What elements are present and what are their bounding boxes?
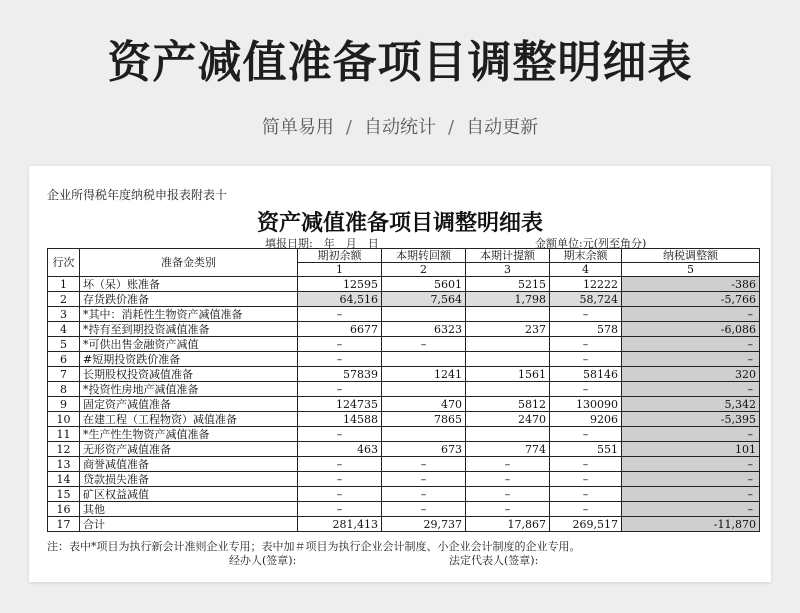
adjustment-cell[interactable]: – xyxy=(622,427,760,442)
adjustment-cell[interactable]: -5,395 xyxy=(622,412,760,427)
reversal-cell[interactable]: 5601 xyxy=(382,277,466,292)
document-title: 资产减值准备项目调整明细表 xyxy=(256,210,543,236)
banner-features xyxy=(0,113,800,139)
opening-cell[interactable]: – xyxy=(298,382,382,397)
feature-easy: 简单易用 xyxy=(261,117,334,138)
opening-cell[interactable]: – xyxy=(298,487,382,502)
reversal-cell[interactable]: 470 xyxy=(382,397,466,412)
closing-cell[interactable]: 551 xyxy=(550,442,622,457)
provision-cell[interactable]: 17,867 xyxy=(466,517,550,532)
appendix-label: 企业所得税年度纳税申报表附表十 xyxy=(47,188,228,202)
row-number-cell[interactable]: 4 xyxy=(48,322,80,337)
row-number-cell[interactable]: 2 xyxy=(48,292,80,307)
reversal-cell[interactable]: – xyxy=(382,487,466,502)
row-number-cell[interactable]: 6 xyxy=(48,352,80,367)
row-number-cell[interactable]: 14 xyxy=(48,472,80,487)
col-number: 3 xyxy=(466,263,550,277)
closing-cell[interactable]: 9206 xyxy=(550,412,622,427)
provision-cell[interactable]: – xyxy=(466,487,550,502)
table-row xyxy=(48,277,760,292)
feature-auto-stats: 自动统计 xyxy=(364,117,436,138)
row-number-cell[interactable]: 11 xyxy=(48,427,80,442)
adjustment-cell[interactable]: – xyxy=(622,352,760,367)
header-category: 准备金类别 xyxy=(80,249,298,277)
table-row xyxy=(48,322,760,337)
col-number: 1 xyxy=(298,263,382,277)
provision-cell[interactable]: 774 xyxy=(466,442,550,457)
category-cell[interactable]: 坏（呆）账准备 xyxy=(80,277,298,292)
category-cell[interactable]: *可供出售金融资产减值 xyxy=(80,337,298,352)
provision-cell[interactable]: 5812 xyxy=(466,397,550,412)
header-row-no: 行次 xyxy=(48,249,80,277)
row-number-cell[interactable]: 17 xyxy=(48,517,80,532)
header-adjustment: 纳税调整额 xyxy=(622,249,760,263)
provision-cell[interactable]: 5215 xyxy=(466,277,550,292)
reversal-cell[interactable] xyxy=(382,307,466,322)
closing-cell[interactable]: – xyxy=(550,487,622,502)
legal-rep-signature-label: 法定代表人(签章): xyxy=(449,554,539,567)
closing-cell[interactable]: – xyxy=(550,352,622,367)
row-number-cell[interactable]: 13 xyxy=(48,457,80,472)
provision-cell[interactable] xyxy=(466,352,550,367)
opening-cell[interactable]: 12595 xyxy=(298,277,382,292)
col-number: 2 xyxy=(382,263,466,277)
reversal-cell[interactable]: 7,564 xyxy=(382,292,466,307)
closing-cell[interactable]: – xyxy=(550,472,622,487)
banner-title: 资产减值准备项目调整明细表 xyxy=(107,37,693,88)
header-provision: 本期计提额 xyxy=(466,249,550,263)
opening-cell[interactable]: – xyxy=(298,472,382,487)
closing-cell[interactable]: 12222 xyxy=(550,277,622,292)
row-number-cell[interactable]: 15 xyxy=(48,487,80,502)
row-number-cell[interactable]: 3 xyxy=(48,307,80,322)
closing-cell[interactable]: 58146 xyxy=(550,367,622,382)
closing-cell[interactable]: – xyxy=(550,427,622,442)
table-row xyxy=(48,442,760,457)
reversal-cell[interactable] xyxy=(382,382,466,397)
adjustment-cell[interactable]: 5,342 xyxy=(622,397,760,412)
adjustment-cell[interactable]: 320 xyxy=(622,367,760,382)
table-row xyxy=(48,337,760,352)
reversal-cell[interactable]: – xyxy=(382,502,466,517)
col-number: 4 xyxy=(550,263,622,277)
adjustment-cell[interactable]: – xyxy=(622,337,760,352)
opening-cell[interactable]: – xyxy=(298,502,382,517)
reversal-cell[interactable]: – xyxy=(382,457,466,472)
adjustment-cell[interactable]: -11,870 xyxy=(622,517,760,532)
row-number-cell[interactable]: 16 xyxy=(48,502,80,517)
category-cell[interactable]: 长期股权投资减值准备 xyxy=(80,367,298,382)
adjustment-cell[interactable]: – xyxy=(622,472,760,487)
table-body xyxy=(48,277,760,532)
table-row xyxy=(48,487,760,502)
closing-cell[interactable]: 578 xyxy=(550,322,622,337)
adjustment-table xyxy=(47,248,760,532)
closing-cell[interactable]: 130090 xyxy=(550,397,622,412)
category-cell[interactable]: *其中：消耗性生物资产减值准备 xyxy=(80,307,298,322)
provision-cell[interactable] xyxy=(466,307,550,322)
adjustment-cell[interactable]: 101 xyxy=(622,442,760,457)
opening-cell[interactable]: – xyxy=(298,337,382,352)
category-cell[interactable]: #短期投资跌价准备 xyxy=(80,352,298,367)
reversal-cell[interactable] xyxy=(382,352,466,367)
reversal-cell[interactable]: 673 xyxy=(382,442,466,457)
provision-cell[interactable] xyxy=(466,427,550,442)
closing-cell[interactable]: – xyxy=(550,382,622,397)
reversal-cell[interactable]: – xyxy=(382,472,466,487)
closing-cell[interactable]: 269,517 xyxy=(550,517,622,532)
category-cell[interactable]: 贷款损失准备 xyxy=(80,472,298,487)
header-opening: 期初余额 xyxy=(298,249,382,263)
unit-label: 金额单位:元(列至角分) xyxy=(535,237,647,250)
provision-cell[interactable] xyxy=(466,337,550,352)
row-number-cell[interactable]: 8 xyxy=(48,382,80,397)
category-cell[interactable]: 存货跌价准备 xyxy=(80,292,298,307)
category-cell[interactable]: 合计 xyxy=(80,517,298,532)
category-cell[interactable]: 在建工程（工程物资）减值准备 xyxy=(80,412,298,427)
handler-signature-label: 经办人(签章): xyxy=(229,554,297,567)
closing-cell[interactable]: 58,724 xyxy=(550,292,622,307)
reversal-cell[interactable]: – xyxy=(382,337,466,352)
provision-cell[interactable]: 237 xyxy=(466,322,550,337)
reversal-cell[interactable]: 1241 xyxy=(382,367,466,382)
table-row xyxy=(48,517,760,532)
col-number: 5 xyxy=(622,263,760,277)
feature-auto-update: 自动更新 xyxy=(466,117,539,138)
opening-cell[interactable]: – xyxy=(298,352,382,367)
header-reversal: 本期转回额 xyxy=(382,249,466,263)
adjustment-cell[interactable]: – xyxy=(622,487,760,502)
provision-cell[interactable]: – xyxy=(466,502,550,517)
reversal-cell[interactable] xyxy=(382,427,466,442)
table-row xyxy=(48,457,760,472)
category-cell[interactable]: *持有至到期投资减值准备 xyxy=(80,322,298,337)
provision-cell[interactable]: 1561 xyxy=(466,367,550,382)
feature-separator: / xyxy=(448,117,455,138)
row-number-cell[interactable]: 10 xyxy=(48,412,80,427)
opening-cell[interactable]: 64,516 xyxy=(298,292,382,307)
row-number-cell[interactable]: 5 xyxy=(48,337,80,352)
table-row xyxy=(48,307,760,322)
adjustment-cell[interactable]: – xyxy=(622,457,760,472)
row-number-cell[interactable]: 1 xyxy=(48,277,80,292)
adjustment-cell[interactable]: -5,766 xyxy=(622,292,760,307)
row-number-cell[interactable]: 12 xyxy=(48,442,80,457)
opening-cell[interactable]: – xyxy=(298,457,382,472)
reversal-cell[interactable]: 29,737 xyxy=(382,517,466,532)
opening-cell[interactable]: 14588 xyxy=(298,412,382,427)
table-row xyxy=(48,397,760,412)
provision-cell[interactable] xyxy=(466,382,550,397)
table-row xyxy=(48,367,760,382)
header-closing: 期末余额 xyxy=(550,249,622,263)
row-number-cell[interactable]: 9 xyxy=(48,397,80,412)
adjustment-cell[interactable]: -386 xyxy=(622,277,760,292)
adjustment-cell[interactable]: – xyxy=(622,307,760,322)
footnote: 注：表中*项目为执行新会计准则企业专用；表中加＃项目为执行企业会计制度、小企业会计制度的企业专用。 xyxy=(47,540,581,553)
provision-cell[interactable]: 1,798 xyxy=(466,292,550,307)
fill-date-label: 填报日期: 年 月 日 xyxy=(265,237,379,250)
reversal-cell[interactable]: 7865 xyxy=(382,412,466,427)
table-row xyxy=(48,352,760,367)
closing-cell[interactable]: – xyxy=(550,307,622,322)
opening-cell[interactable]: 124735 xyxy=(298,397,382,412)
table-row xyxy=(48,427,760,442)
provision-cell[interactable]: 2470 xyxy=(466,412,550,427)
spreadsheet-sheet xyxy=(29,166,771,582)
category-cell[interactable]: *生产性生物资产减值准备 xyxy=(80,427,298,442)
table-row xyxy=(48,292,760,307)
table-row xyxy=(48,472,760,487)
row-number-cell[interactable]: 7 xyxy=(48,367,80,382)
opening-cell[interactable]: 57839 xyxy=(298,367,382,382)
table-row xyxy=(48,502,760,517)
provision-cell[interactable]: – xyxy=(466,472,550,487)
feature-separator: / xyxy=(345,117,352,138)
opening-cell[interactable]: – xyxy=(298,307,382,322)
category-cell[interactable]: 其他 xyxy=(80,502,298,517)
closing-cell[interactable]: – xyxy=(550,457,622,472)
opening-cell[interactable]: 281,413 xyxy=(298,517,382,532)
provision-cell[interactable]: – xyxy=(466,457,550,472)
closing-cell[interactable]: – xyxy=(550,502,622,517)
opening-cell[interactable]: 6677 xyxy=(298,322,382,337)
category-cell[interactable]: 无形资产减值准备 xyxy=(80,442,298,457)
category-cell[interactable]: 商誉减值准备 xyxy=(80,457,298,472)
opening-cell[interactable]: – xyxy=(298,427,382,442)
category-cell[interactable]: 固定资产减值准备 xyxy=(80,397,298,412)
category-cell[interactable]: *投资性房地产减值准备 xyxy=(80,382,298,397)
reversal-cell[interactable]: 6323 xyxy=(382,322,466,337)
table-row xyxy=(48,412,760,427)
category-cell[interactable]: 矿区权益减值 xyxy=(80,487,298,502)
table-row xyxy=(48,382,760,397)
closing-cell[interactable]: – xyxy=(550,337,622,352)
adjustment-cell[interactable]: – xyxy=(622,382,760,397)
opening-cell[interactable]: 463 xyxy=(298,442,382,457)
adjustment-cell[interactable]: – xyxy=(622,502,760,517)
adjustment-cell[interactable]: -6,086 xyxy=(622,322,760,337)
